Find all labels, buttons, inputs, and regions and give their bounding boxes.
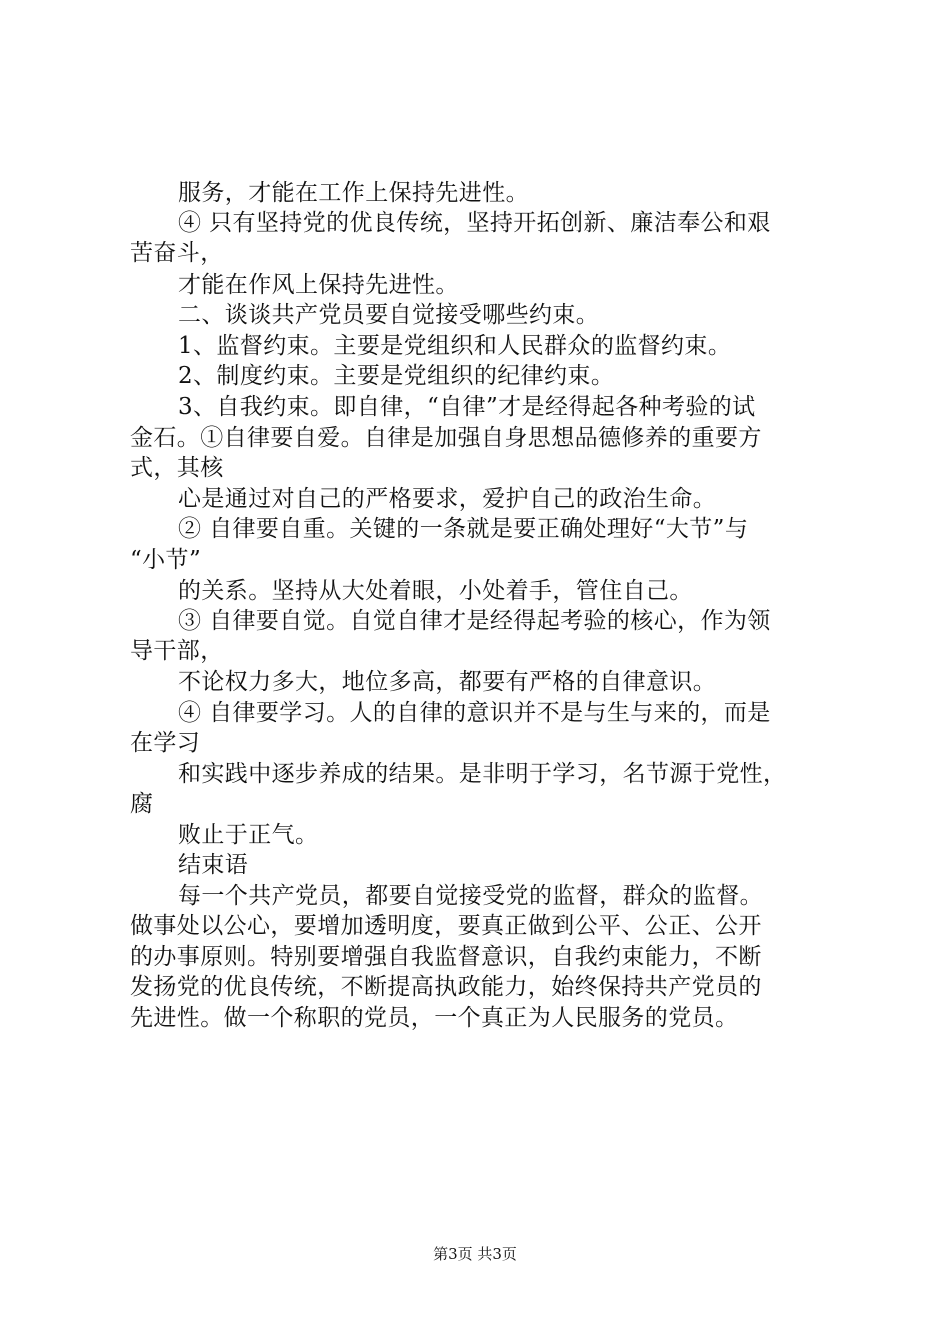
text-line: ④ 自律要学习。人的自律的意识并不是与生与来的，而是 (178, 700, 771, 726)
text-line: 做事处以公心，要增加透明度，要真正做到公平、公正、公开 (130, 913, 762, 939)
text-line: ③ 自律要自觉。自觉自律才是经得起考验的核心，作为领 (178, 608, 771, 634)
text-line: 每一个共产党员，都要自觉接受党的监督，群众的监督。 (178, 883, 763, 909)
text-line: ② 自律要自重。关键的一条就是要正确处理好“大节”与 (178, 516, 749, 542)
text-line: 3、自我约束。即自律，“自律”才是经得起各种考验的试 (178, 394, 756, 420)
text-line: 才能在作风上保持先进性。 (178, 272, 459, 298)
text-line: 不论权力多大，地位多高，都要有严格的自律意识。 (178, 669, 717, 695)
text-line: ④ 只有坚持党的优良传统，坚持开拓创新、廉洁奉公和艰 (178, 210, 771, 236)
page-number-footer: 第3页 共3页 (433, 1245, 517, 1263)
text-line: 先进性。做一个称职的党员，一个真正为人民服务的党员。 (130, 1005, 739, 1031)
text-line: 和实践中逐步养成的结果。是非明于学习，名节源于党性， (178, 761, 787, 787)
text-line: 1、监督约束。主要是党组织和人民群众的监督约束。 (178, 333, 732, 359)
text-line: 苦奋斗， (130, 240, 224, 266)
text-line: 导干部， (130, 638, 224, 664)
text-line: 金石。①自律要自爱。自律是加强自身思想品德修养的重要方 (130, 425, 762, 451)
text-line: 败止于正气。 (178, 822, 319, 848)
section-heading: 二、谈谈共产党员要自觉接受哪些约束。 (178, 302, 600, 328)
text-line: 发扬党的优良传统，不断提高执政能力，始终保持共产党员的 (130, 974, 762, 1000)
text-line: 服务，才能在工作上保持先进性。 (178, 180, 529, 206)
text-line: 的关系。坚持从大处着眼，小处着手，管住自己。 (178, 578, 693, 604)
section-heading: 结束语 (178, 852, 249, 878)
text-line: “小节” (130, 547, 202, 573)
text-line: 心是通过对自己的严格要求，爱护自己的政治生命。 (178, 486, 717, 512)
text-line: 2、制度约束。主要是党组织的纪律约束。 (178, 363, 615, 389)
text-line: 的办事原则。特别要增强自我监督意识，自我约束能力，不断 (130, 944, 762, 970)
text-line: 腐 (130, 791, 154, 817)
text-line: 式，其核 (130, 455, 224, 481)
text-line: 在学习 (130, 730, 201, 756)
